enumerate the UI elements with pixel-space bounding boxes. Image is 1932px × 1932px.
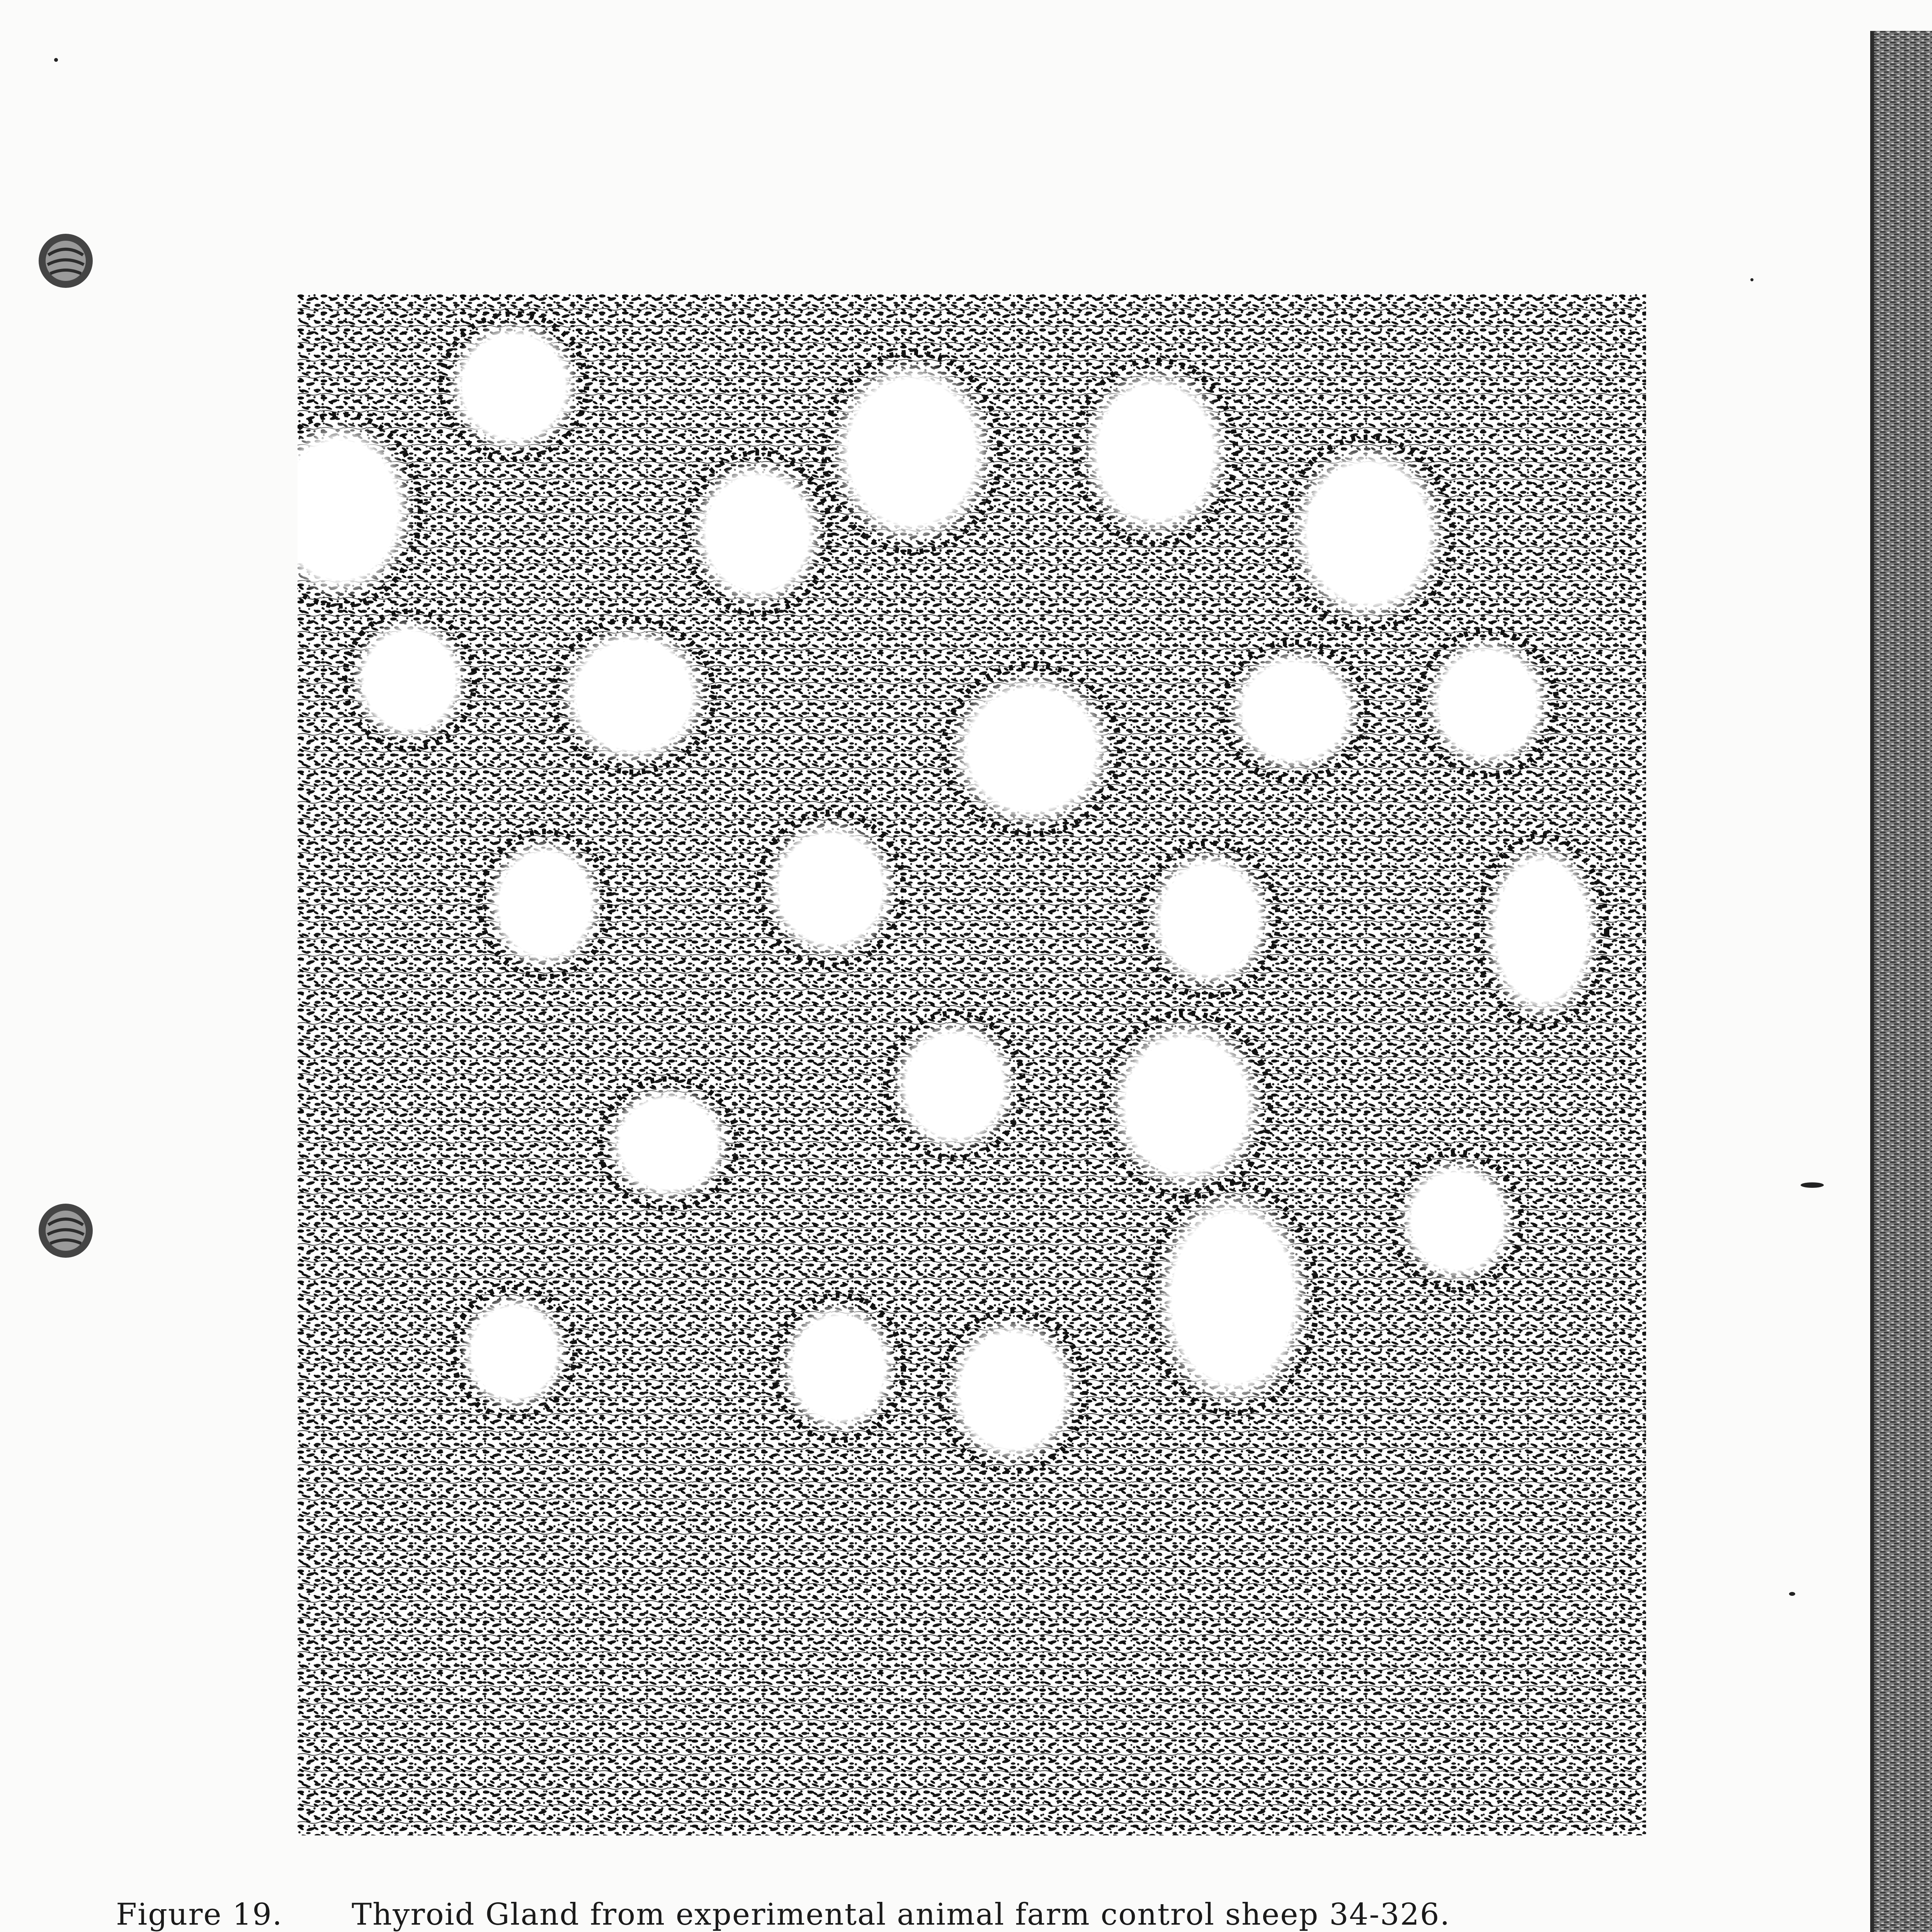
colloid-follicle: [487, 838, 603, 970]
colloid-follicle: [951, 672, 1113, 827]
figure-caption-text: [352, 1895, 1727, 1932]
colloid-follicle: [607, 1086, 730, 1202]
binder-hole-top: [37, 232, 95, 290]
scan-speck: [54, 58, 58, 62]
colloid-follicle: [1399, 1159, 1515, 1283]
scanned-right-edge: [1870, 31, 1932, 1932]
colloid-follicle: [1109, 1020, 1264, 1190]
colloid-follicle: [1291, 444, 1445, 622]
colloid-follicle: [1155, 1190, 1310, 1406]
colloid-follicle: [1148, 850, 1271, 989]
colloid-follicle: [1426, 638, 1549, 769]
colloid-follicle: [1082, 367, 1229, 537]
colloid-follicle: [692, 460, 823, 607]
colloid-follicle: [781, 1302, 896, 1434]
colloid-follicle: [448, 321, 580, 452]
colloid-follicle: [893, 1020, 1016, 1151]
colloid-follicle: [560, 626, 707, 765]
colloid-follicle: [352, 618, 468, 742]
colloid-follicle: [1229, 649, 1360, 773]
thyroid-micrograph-image: [298, 294, 1646, 1835]
colloid-follicle: [765, 819, 896, 958]
scan-speck: [1789, 1592, 1795, 1596]
scan-speck: [1750, 278, 1753, 281]
colloid-follicle: [831, 359, 993, 545]
figure-label: Figure 19.: [116, 1897, 283, 1932]
colloid-follicle: [1484, 842, 1600, 1020]
scan-speck: [1801, 1182, 1824, 1188]
binder-hole-middle: [37, 1202, 95, 1260]
caption-line: Thyroid Gland from experimental animal farm control sheep 34-326.: [352, 1897, 1451, 1932]
colloid-follicle: [460, 1294, 568, 1410]
colloid-follicle: [947, 1318, 1078, 1464]
